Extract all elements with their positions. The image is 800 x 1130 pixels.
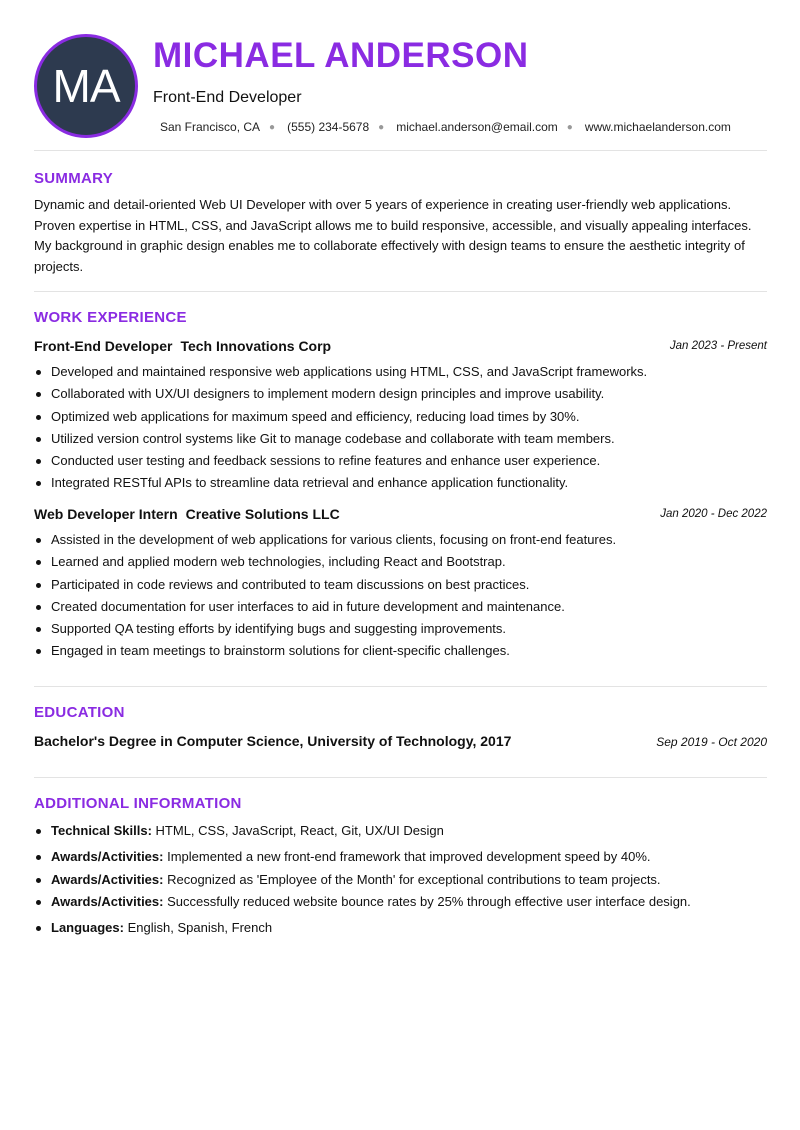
list-item: Conducted user testing and feedback sessions to refine features and enhance user experience.	[51, 450, 771, 472]
contact-email: michael.anderson@email.com	[396, 120, 558, 134]
list-item	[51, 820, 771, 842]
list-item: Learned and applied modern web technologies, including React and Bootstrap.	[51, 551, 771, 573]
list-item: Developed and maintained responsive web applications using HTML, CSS, and JavaScript frameworks.	[51, 361, 771, 383]
section-divider	[34, 686, 767, 687]
section-divider	[34, 291, 767, 292]
list-item: Engaged in team meetings to brainstorm solutions for client-specific challenges.	[51, 640, 771, 662]
list-item: Utilized version control systems like Git to manage codebase and collaborate with team members.	[51, 428, 771, 450]
info-text: Implemented a new front-end framework that improved development speed by 40%.	[167, 849, 651, 865]
info-label: Awards/Activities:	[51, 871, 164, 887]
separator-dot-icon: ●	[566, 121, 573, 133]
separator-dot-icon: ●	[378, 121, 385, 133]
avatar-initials: MA	[52, 60, 120, 112]
education-entry	[34, 733, 767, 751]
info-text: Recognized as 'Employee of the Month' for exceptional contributions to team projects.	[167, 871, 661, 887]
separator-dot-icon: ●	[269, 121, 276, 133]
job-title	[34, 506, 767, 522]
additional-information-title: ADDITIONAL INFORMATION	[34, 795, 242, 812]
candidate-name: MICHAEL ANDERSON	[153, 36, 529, 75]
section-divider	[34, 150, 767, 151]
job-title	[34, 338, 767, 354]
job-bullet-list	[51, 529, 771, 663]
contact-phone: (555) 234-5678	[287, 120, 370, 134]
job-company: Tech Innovations Corp	[180, 338, 332, 354]
list-item: Collaborated with UX/UI designers to implement modern design principles and improve usability.	[51, 383, 771, 405]
resume-header	[0, 0, 800, 150]
info-text: Successfully reduced website bounce rates by 25% through effective user interface design.	[167, 893, 691, 909]
job-bullet-list	[51, 361, 771, 495]
work-experience-title: WORK EXPERIENCE	[34, 309, 187, 326]
summary-title: SUMMARY	[34, 170, 114, 187]
job-header	[34, 506, 767, 524]
info-label: Technical Skills:	[51, 823, 152, 838]
education-dates: Sep 2019 - Oct 2020	[656, 735, 767, 749]
education-degree: Bachelor's Degree in Computer Science, University of Technology, 2017	[34, 733, 512, 749]
info-label: Languages:	[51, 920, 124, 936]
list-item	[51, 846, 771, 868]
list-item: Participated in code reviews and contributed to team discussions on best practices.	[51, 574, 771, 596]
contact-location: San Francisco, CA	[160, 120, 261, 134]
job-position: Web Developer Intern	[34, 506, 178, 522]
job-header	[34, 338, 767, 356]
list-item: Created documentation for user interfaces to aid in future development and maintenance.	[51, 596, 771, 618]
summary-text: Dynamic and detail-oriented Web UI Developer with over 5 years of experience in creating user-friendly web applications. Proven expertise in HTML, CSS, and JavaScript allows me to build responsive, accessible, and visually appealing interfaces. My background in graphic design enables me to collaborate effectively with design teams to ensure the aesthetic integrity of projects.	[34, 197, 752, 274]
list-item	[51, 891, 771, 913]
info-label: Awards/Activities:	[51, 849, 164, 865]
job-company: Creative Solutions LLC	[185, 506, 340, 522]
list-item: Integrated RESTful APIs to streamline data retrieval and enhance application functionality.	[51, 472, 771, 494]
contact-website: www.michaelanderson.com	[584, 120, 731, 134]
section-divider	[34, 777, 767, 778]
contact-line	[160, 120, 731, 134]
avatar	[34, 34, 138, 138]
list-item	[51, 869, 771, 891]
candidate-role: Front-End Developer	[153, 89, 302, 106]
info-text: HTML, CSS, JavaScript, React, Git, UX/UI Design	[155, 823, 444, 838]
job-dates: Jan 2020 - Dec 2022	[660, 508, 767, 520]
additional-info-list	[51, 820, 771, 939]
list-item: Assisted in the development of web applications for various clients, focusing on front-end features.	[51, 529, 771, 551]
info-text: English, Spanish, French	[127, 920, 273, 936]
info-label: Awards/Activities:	[51, 893, 164, 909]
education-title: EDUCATION	[34, 704, 125, 721]
job-position: Front-End Developer	[34, 338, 173, 354]
job-dates: Jan 2023 - Present	[669, 340, 767, 352]
list-item: Supported QA testing efforts by identifying bugs and suggesting improvements.	[51, 618, 771, 640]
list-item: Optimized web applications for maximum speed and efficiency, reducing load times by 30%.	[51, 406, 771, 428]
list-item	[51, 917, 771, 939]
